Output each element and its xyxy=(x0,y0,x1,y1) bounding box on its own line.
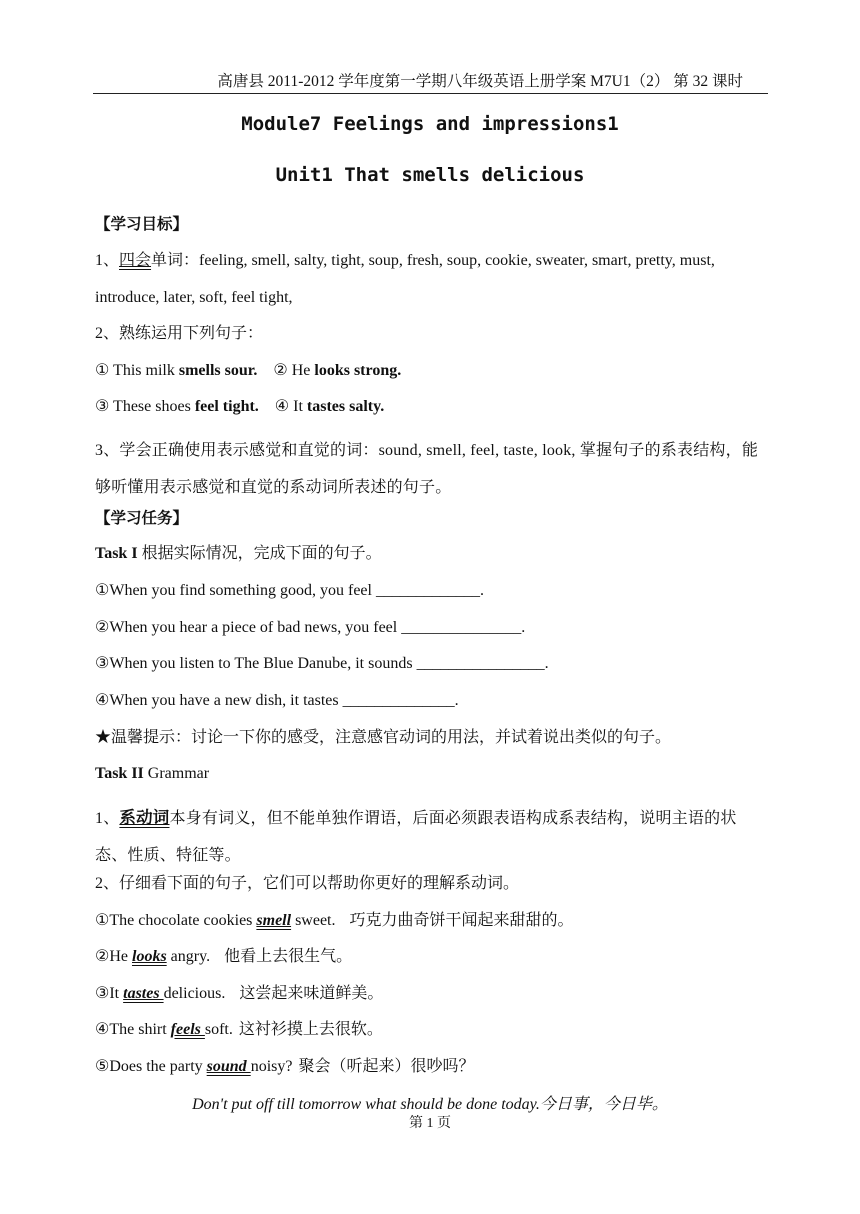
grammar-1-num: 1、 xyxy=(95,810,120,827)
question-3: ③When you listen to The Blue Danube, it sounds ________________. xyxy=(95,655,549,672)
goal-1 xyxy=(95,250,775,272)
page-number: 第 1 页 xyxy=(409,1116,451,1131)
example-4-prefix: ④The shirt xyxy=(95,1021,171,1038)
sentence-2-prefix: ② He xyxy=(273,362,315,379)
goal-3: 3、学会正确使用表示感觉和直觉的词：sound, smell, feel, taste, look, 掌握句子的系表结构，能够听懂用表示感觉和直觉的系动词所表述的句子。 xyxy=(95,442,759,496)
sentence-4-prefix: ④ It xyxy=(274,398,307,415)
example-5-prefix: ⑤Does the party xyxy=(95,1058,207,1075)
example-3-translation: 这尝起来味道鲜美。 xyxy=(239,985,384,1002)
grammar-1-key: 系动词 xyxy=(119,808,170,827)
goals-heading: 【学习目标】 xyxy=(95,215,189,233)
question-1: ①When you find something good, you feel _____________. xyxy=(95,582,484,599)
sentence-4-bold: tastes salty. xyxy=(306,398,385,415)
sentence-3-prefix: ③ These shoes xyxy=(95,398,195,415)
example-3-verb: tastes xyxy=(123,985,164,1002)
module-title: Module7 Feelings and impressions1 xyxy=(241,113,619,135)
example-3-suffix: delicious. xyxy=(163,985,226,1002)
task-1-text: 根据实际情况，完成下面的句子。 xyxy=(137,545,382,562)
goal-1-text: 单词：feeling, smell, salty, tight, soup, fresh, soup, cookie, sweater, smart, pretty, must, xyxy=(151,252,715,269)
example-3-prefix: ③It xyxy=(95,985,124,1002)
example-5-suffix: noisy? xyxy=(250,1058,293,1075)
tip-line: ★温馨提示：讨论一下你的感受，注意感官动词的用法，并试着说出类似的句子。 xyxy=(95,729,672,746)
sentence-row-1 xyxy=(95,360,775,382)
tasks-heading: 【学习任务】 xyxy=(95,509,189,527)
example-5 xyxy=(95,1056,775,1078)
grammar-1-text: 本身有词义，但不能单独作谓语，后面必须跟表语构成系表结构，说明主语的状态、性质、特征等。 xyxy=(95,810,737,864)
question-2: ②When you hear a piece of bad news, you feel _______________. xyxy=(95,619,526,636)
example-4 xyxy=(95,1019,775,1041)
sentence-3-bold: feel tight. xyxy=(194,398,259,415)
example-1-suffix: sweet. xyxy=(291,912,336,929)
task-2-label: Task II xyxy=(95,765,144,782)
example-1 xyxy=(95,910,775,932)
example-5-translation: 聚会（听起来）很吵吗？ xyxy=(298,1058,475,1075)
unit-title: Unit1 That smells delicious xyxy=(275,164,585,186)
goal-1-continued: introduce, later, soft, feel tight, xyxy=(95,289,293,306)
example-4-translation: 这衬衫摸上去很软。 xyxy=(238,1021,383,1038)
grammar-1 xyxy=(95,800,767,874)
question-4: ④When you have a new dish, it tastes ______________. xyxy=(95,692,459,709)
sentence-1-prefix: ① This milk xyxy=(95,362,179,379)
footer-quote: Don't put off till tomorrow what should be done today.今日事，今日毕。 xyxy=(192,1096,668,1113)
sentence-1-bold: smells sour. xyxy=(178,362,258,379)
example-1-verb: smell xyxy=(256,912,292,929)
example-2 xyxy=(95,946,775,968)
task-2-text: Grammar xyxy=(143,765,210,782)
goal-1-key: 四会 xyxy=(119,252,152,269)
goal-2: 2、熟练运用下列句子： xyxy=(95,325,264,342)
example-2-prefix: ②He xyxy=(95,948,132,965)
example-1-prefix: ①The chocolate cookies xyxy=(95,912,257,929)
task-2 xyxy=(95,763,775,785)
example-1-translation: 巧克力曲奇饼干闻起来甜甜的。 xyxy=(349,912,574,929)
task-1 xyxy=(95,543,775,565)
grammar-2: 2、仔细看下面的句子，它们可以帮助你更好的理解系动词。 xyxy=(95,875,520,892)
example-4-verb: feels xyxy=(170,1021,205,1038)
goal-1-num: 1、 xyxy=(95,252,120,269)
sentence-row-2 xyxy=(95,396,775,418)
task-1-label: Task I xyxy=(95,545,138,562)
example-3 xyxy=(95,983,775,1005)
sentence-2-bold: looks strong. xyxy=(314,362,402,379)
example-2-suffix: angry. xyxy=(166,948,211,965)
header-text: 高唐县 2011-2012 学年度第一学期八年级英语上册学案 M7U1（2） 第 32 课时 xyxy=(217,73,743,90)
example-2-verb: looks xyxy=(132,948,167,965)
example-4-suffix: soft. xyxy=(204,1021,233,1038)
example-2-translation: 他看上去很生气。 xyxy=(224,948,353,965)
page-header xyxy=(93,72,768,94)
example-5-verb: sound xyxy=(206,1058,251,1075)
